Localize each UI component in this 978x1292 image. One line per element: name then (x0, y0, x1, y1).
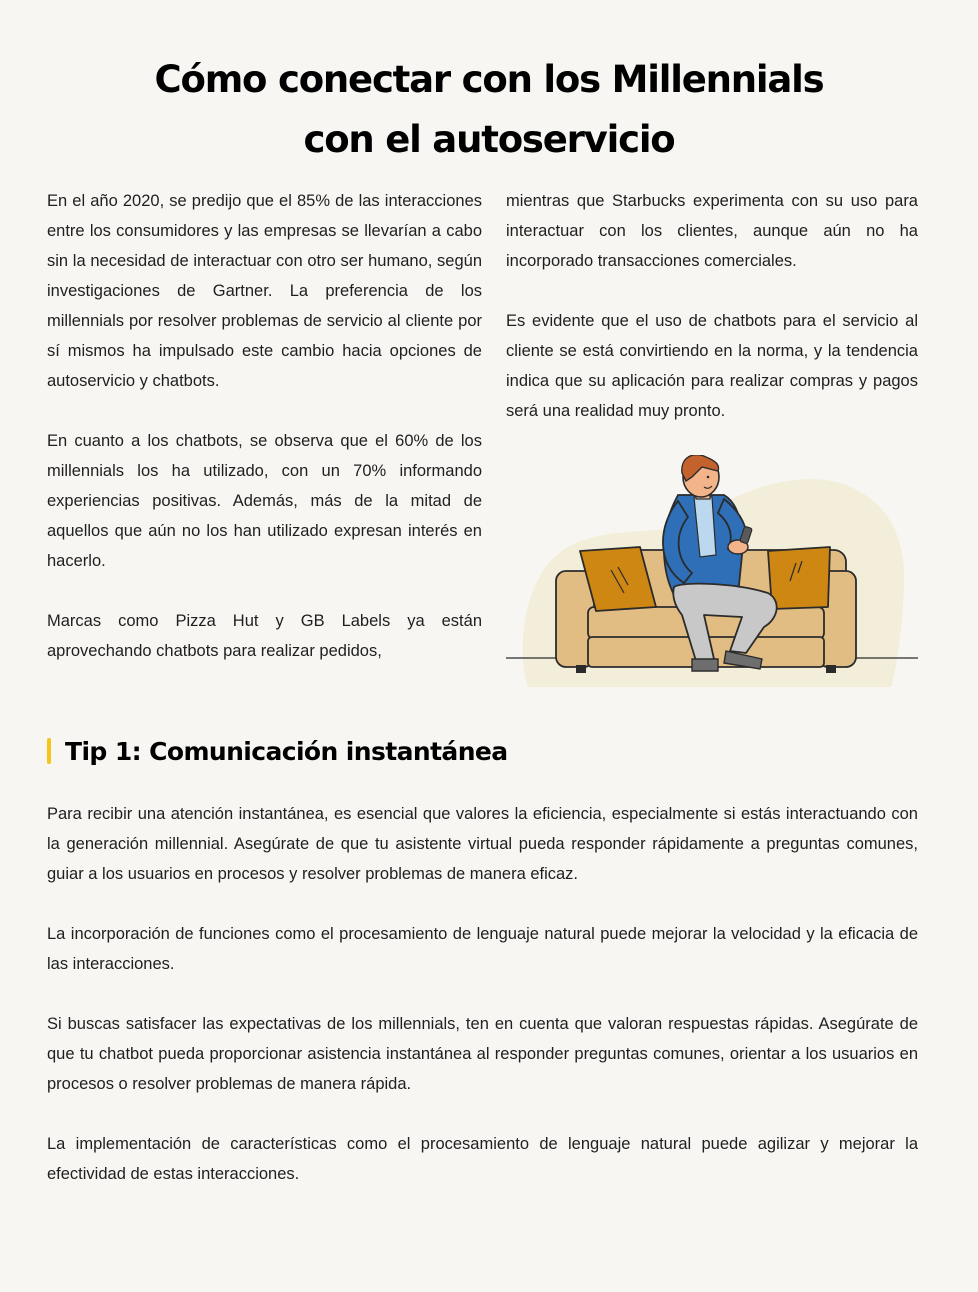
paragraph-gartner: En el año 2020, se predijo que el 85% de las interacciones entre los consumidores y las empresas se llevarían a cabo sin la necesidad de interactuar con otro ser humano, según investigaciones de Gartner. La preferencia de los millennials por resolver problemas de servicio al cliente por sí mismos ha impulsado este cambio hacia opciones de autoservicio y chatbots. (47, 192, 482, 390)
man-on-sofa-with-phone-icon (506, 455, 918, 687)
tip-heading (47, 730, 508, 772)
page-title (0, 50, 978, 170)
tip-heading-text: Tip 1: Comunicación instantánea (65, 736, 508, 766)
paragraph-brands: Marcas como Pizza Hut y GB Labels ya están aprovechando chatbots para realizar pedidos, (47, 612, 482, 660)
paragraph-chatbots-stats: En cuanto a los chatbots, se observa que el 60% de los millennials los ha utilizado, con un 70% informando experiencias positivas. Además, más de la mitad de aquellos que aún no los han utilizado expresan interés en hacerlo. (47, 432, 482, 570)
paragraph-norm: Es evidente que el uso de chatbots para el servicio al cliente se está convirtiendo en la norma, y la tendencia indica que su aplicación para realizar compras y pagos será una realidad muy pronto. (506, 312, 918, 420)
right-column (506, 186, 918, 426)
paragraph-starbucks: mientras que Starbucks experimenta con su uso para interactuar con los clientes, aunque aún no ha incorporado transacciones comerciales. (506, 192, 918, 270)
tip-paragraph: La implementación de características como el procesamiento de lenguaje natural puede agilizar y mejorar la efectividad de estas interacciones. (47, 1135, 918, 1183)
man-on-sofa-illustration (506, 455, 918, 687)
tip-paragraph: Para recibir una atención instantánea, es esencial que valores la eficiencia, especialmente si estás interactuando con la generación millennial. Asegúrate de que tu asistente virtual pueda responder rápidamente a preguntas comunes, guiar a los usuarios en procesos y resolver problemas de manera eficaz. (47, 805, 918, 883)
title-line-2: con el autoservicio (303, 118, 675, 161)
tip-accent-bar (47, 738, 51, 764)
tip-body (47, 799, 918, 1189)
left-column (47, 186, 482, 666)
tip-paragraph: La incorporación de funciones como el procesamiento de lenguaje natural puede mejorar la velocidad y la eficacia de las interacciones. (47, 925, 918, 973)
title-line-1: Cómo conectar con los Millennials (154, 58, 824, 101)
tip-paragraph: Si buscas satisfacer las expectativas de los millennials, ten en cuenta que valoran respuestas rápidas. Asegúrate de que tu chatbot pueda proporcionar asistencia instantánea al responder preguntas comunes, orientar a los usuarios en procesos o resolver problemas de manera rápida. (47, 1015, 918, 1093)
